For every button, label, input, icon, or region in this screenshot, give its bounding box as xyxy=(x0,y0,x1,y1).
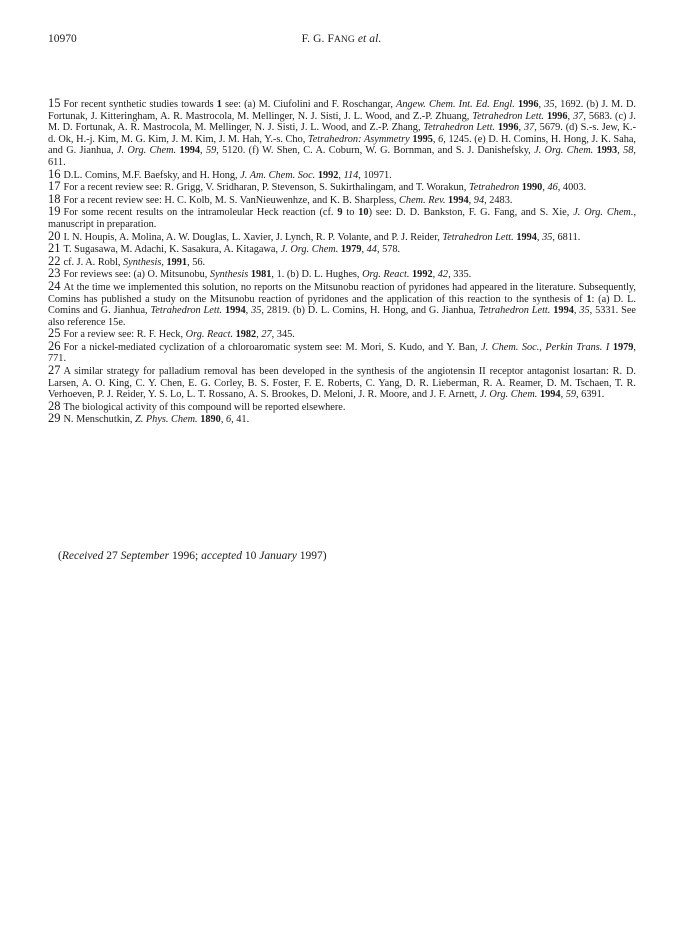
reference-journal: 94 xyxy=(473,194,485,206)
received-open: ( xyxy=(58,550,62,562)
reference-journal: J. Org. Chem. xyxy=(534,145,594,157)
reference-bold: 1991 xyxy=(166,256,188,268)
reference-journal: Tetrahedron Lett. xyxy=(150,305,223,317)
reference-text: , 771. xyxy=(48,341,636,365)
reference-text: For a recent review see: H. C. Kolb, M. S. VanNieuwenhze, and K. B. Sharpless, xyxy=(63,194,400,206)
reference-number: 27 xyxy=(48,363,61,378)
reference-item xyxy=(48,278,637,328)
accepted-year: 1997) xyxy=(296,550,327,562)
reference-number: 17 xyxy=(48,179,61,194)
reference-text: , 4003. xyxy=(557,182,587,194)
reference-journal: Synthesis xyxy=(209,269,249,281)
reference-journal: Tetrahedron Lett. xyxy=(478,305,551,317)
reference-bold: 1890 xyxy=(200,414,221,426)
reference-bold: 1994 xyxy=(516,231,537,243)
reference-text: , xyxy=(617,145,624,157)
reference-journal: Tetrahedron Lett. xyxy=(472,110,544,122)
received-line xyxy=(58,550,327,562)
reference-text: A similar strategy for palladium removal has been developed in the synthesis of the angiotensin II receptor antagonist losartan: R. D. Larsen, A. O. King, C. Y. Chen, E. G. Corley, B. S. Foster, F. E. Roberts, C. Yang, D. R. Lieberman, R. A. Reamer, D. M. Tschaen, T. R. Verhoeven, P. J. Reider, Y. S. Lo, L. T. Rossano, A. S. Brookes, D. Meloni, J. R. Moore, and J. F. Arnett, xyxy=(48,366,636,401)
reference-number: 18 xyxy=(48,191,61,206)
reference-journal: Chem. Rev. xyxy=(399,194,446,206)
reference-item xyxy=(48,268,636,281)
received-label: Received xyxy=(61,550,104,562)
reference-bold: 1982 xyxy=(235,329,257,341)
reference-text: T. Sugasawa, M. Adachi, K. Sasakura, A. Kitagawa, xyxy=(63,244,281,256)
reference-text: , 5683. (c) J. M. D. Fortunak, A. R. Mastrocola, M. Mellinger, N. J. Sisti, J. L. Wood, and Z.-P. Zhang, xyxy=(48,110,636,134)
author-smallcaps: ANG xyxy=(333,35,355,45)
reference-text: , 335. xyxy=(448,269,472,281)
reference-text: D.L. Comins, M.F. Baefsky, and H. Hong, xyxy=(63,169,241,181)
reference-item xyxy=(48,98,636,169)
reference-journal: 37 xyxy=(523,122,535,134)
reference-bold: 1996 xyxy=(517,99,539,110)
reference-journal: 6 xyxy=(438,133,444,145)
reference-text: , 5679. (d) S.-s. Jew, K.-d. Ok, H.-j. Kim, M. G. Kim, J. M. Kim, J. M. Hah, Y.-s. Cho, xyxy=(48,122,636,145)
reference-journal: 59 xyxy=(205,145,217,157)
received-month: September xyxy=(120,550,170,562)
reference-number: 20 xyxy=(48,228,61,243)
reference-text: , xyxy=(161,256,167,268)
reference-journal: Org. React. xyxy=(362,269,410,281)
reference-text: , 6811. xyxy=(552,231,581,243)
reference-journal: 42 xyxy=(437,269,449,281)
reference-text: , xyxy=(560,389,566,401)
reference-bold: 1994 xyxy=(179,145,201,157)
reference-text: , 611. xyxy=(48,145,636,168)
reference-bold: 9 xyxy=(337,207,343,219)
reference-bold: 1990 xyxy=(521,182,543,194)
reference-journal: 114 xyxy=(343,169,359,181)
reference-text: , xyxy=(432,269,438,281)
reference-text: , xyxy=(220,414,226,426)
reference-bold: 1 xyxy=(586,293,592,305)
reference-text: For a recent review see: R. Grigg, V. Sridharan, P. Stevenson, S. Sukirthalingam, and T. Worakun, xyxy=(63,182,469,194)
reference-item xyxy=(48,253,636,269)
reference-text: , xyxy=(245,305,252,317)
reference-text: , xyxy=(536,231,543,243)
reference-text: For recent synthetic studies towards xyxy=(63,99,217,110)
reference-item xyxy=(48,328,636,341)
reference-number: 23 xyxy=(48,266,61,281)
reference-journal: Tetrahedron Lett. xyxy=(442,231,514,243)
reference-item xyxy=(48,228,636,244)
reference-bold: 1994 xyxy=(539,389,561,401)
reference-bold: 1995 xyxy=(412,133,433,145)
reference-text: , 1692. (b) J. M. D. Fortunak, J. Kitteringham, A. R. Mastrocola, M. Mellinger, N. J. Sisti, J. L. Wood, and Z.-P. Zhuang, xyxy=(48,99,637,122)
reference-item xyxy=(48,243,636,256)
reference-item xyxy=(48,413,636,426)
reference-text: , xyxy=(542,182,548,194)
reference-bold: 1993 xyxy=(596,145,618,157)
reference-text: , xyxy=(468,194,474,206)
reference-journal: Tetrahedron: Asymmetry xyxy=(307,133,410,145)
reference-item xyxy=(48,338,636,365)
reference-number: 28 xyxy=(48,398,61,413)
reference-number: 15 xyxy=(48,96,61,110)
running-head xyxy=(0,33,683,45)
reference-text: , xyxy=(573,305,580,317)
reference-text: The biological activity of this compound will be reported elsewhere. xyxy=(63,401,346,413)
reference-number: 22 xyxy=(48,253,61,268)
reference-bold: 1979 xyxy=(612,341,634,353)
reference-text: At the time we implemented this solution, no reports on the Mitsunobu reaction of pyridones had appeared in the literature. Subsequently, Comins has published a study on the Mitsunobu reaction of pyridones and the application of this reaction to the synthesis of xyxy=(48,281,636,305)
reference-journal: 46 xyxy=(547,182,558,194)
reference-number: 21 xyxy=(48,241,61,256)
reference-text: , 345. xyxy=(271,329,295,341)
reference-text: , xyxy=(200,145,206,157)
reference-text: , manuscript in preparation. xyxy=(48,207,637,230)
reference-text: For a nickel-mediated cyclization of a chloroaromatic system see: M. Mori, S. Kudo, and Y. Ban, xyxy=(63,341,482,353)
reference-number: 16 xyxy=(48,166,61,181)
reference-item xyxy=(48,206,636,230)
reference-text: , 56. xyxy=(187,256,206,268)
reference-number: 26 xyxy=(48,338,61,353)
reference-journal: 35 xyxy=(544,99,555,110)
received-year: 1996; xyxy=(169,550,202,562)
reference-journal: J. Am. Chem. Soc. xyxy=(240,169,316,181)
reference-item xyxy=(48,181,636,194)
reference-journal: 35 xyxy=(542,231,553,243)
reference-text: , 578. xyxy=(376,244,401,256)
reference-journal: J. Org. Chem. xyxy=(116,145,177,157)
reference-text: For a review see: R. F. Heck, xyxy=(63,329,186,341)
reference-journal: Tetrahedron xyxy=(468,182,520,194)
reference-text: ) see: D. D. Bankston, F. G. Fang, and S. Xie, xyxy=(368,207,574,219)
reference-text: cf. J. A. Robl, xyxy=(63,256,123,268)
reference-text: : (a) D. L. Comins and G. Jianhua, xyxy=(48,293,636,317)
reference-text: , xyxy=(361,244,367,256)
reference-text: , xyxy=(518,122,524,134)
reference-bold: 1996 xyxy=(546,110,568,122)
reference-item xyxy=(48,398,636,414)
reference-bold: 10 xyxy=(358,207,369,219)
author-initials: F. G. F xyxy=(301,33,334,45)
reference-bold: 1 xyxy=(216,99,222,110)
reference-text: , xyxy=(432,133,439,145)
reference-text: , 2819. (b) D. L. Comins, H. Hong, and G. Jianhua, xyxy=(261,305,479,317)
reference-journal: 37 xyxy=(573,110,584,122)
reference-number: 29 xyxy=(48,411,61,426)
reference-journal: 6 xyxy=(225,414,232,426)
reference-bold: 1994 xyxy=(553,305,574,317)
reference-list xyxy=(48,98,636,426)
reference-text: , xyxy=(338,169,344,181)
reference-number: 25 xyxy=(48,326,61,341)
reference-text: For reviews see: (a) O. Mitsunobu, xyxy=(63,269,210,281)
reference-journal: 35 xyxy=(579,305,590,317)
reference-text: to xyxy=(342,207,359,219)
reference-bold: 1996 xyxy=(497,122,519,134)
reference-journal: 44 xyxy=(366,244,377,256)
reference-journal: 27 xyxy=(261,329,272,341)
reference-text: , xyxy=(538,99,545,110)
reference-journal: 35 xyxy=(251,305,262,317)
reference-journal: 58 xyxy=(623,145,634,157)
reference-journal: Tetrahedron Lett. xyxy=(423,122,496,134)
reference-bold: 1994 xyxy=(448,194,469,206)
accepted-month: January xyxy=(259,550,297,562)
reference-text: , 5331. See also reference 15e. xyxy=(48,305,637,328)
reference-item xyxy=(48,365,636,401)
reference-text: , xyxy=(256,329,262,341)
reference-text: N. Menschutkin, xyxy=(63,414,135,426)
received-day: 27 xyxy=(103,550,121,562)
reference-journal: Org. React. xyxy=(185,329,234,341)
reference-text: I. N. Houpis, A. Molina, A. W. Douglas, L. Xavier, J. Lynch, R. P. Volante, and P. J. Reider, xyxy=(63,231,443,243)
reference-text: , 1. (b) D. L. Hughes, xyxy=(271,269,363,281)
reference-journal: J. Chem. Soc., Perkin Trans. I xyxy=(481,341,610,353)
reference-bold: 1981 xyxy=(250,269,272,281)
reference-journal: J. Org. Chem. xyxy=(280,244,339,256)
reference-text: , xyxy=(567,110,574,122)
reference-text: For some recent results on the intramoleular Heck reaction (cf. xyxy=(63,207,338,219)
accepted-label: accepted xyxy=(201,550,242,562)
reference-journal: Angew. Chem. Int. Ed. Engl. xyxy=(396,99,515,110)
reference-text: see: (a) M. Ciufolini and F. Roschangar, xyxy=(221,99,397,110)
reference-text: , 41. xyxy=(231,414,250,426)
reference-text: , 2483. xyxy=(484,194,513,206)
reference-text: , 6391. xyxy=(576,389,605,401)
reference-bold: 1992 xyxy=(412,269,433,281)
reference-text: , 5120. (f) W. Shen, C. A. Coburn, W. G. Bornman, and S. J. Danishefsky, xyxy=(216,145,535,157)
reference-journal: Synthesis xyxy=(123,256,162,268)
reference-journal: Z. Phys. Chem. xyxy=(135,414,198,426)
reference-bold: 1992 xyxy=(317,169,339,181)
reference-bold: 1994 xyxy=(225,305,246,317)
reference-item xyxy=(48,191,636,207)
reference-journal: J. Org. Chem. xyxy=(573,207,634,219)
et-al: et al. xyxy=(354,33,382,45)
reference-journal: 59 xyxy=(565,389,577,401)
reference-number: 24 xyxy=(48,278,61,293)
reference-item xyxy=(48,166,636,182)
accepted-day: 10 xyxy=(241,550,260,562)
page-number: 10970 xyxy=(48,33,77,45)
reference-text: , 10971. xyxy=(358,169,392,181)
reference-bold: 1979 xyxy=(340,244,362,256)
reference-number: 19 xyxy=(48,204,61,219)
reference-text: , 1245. (e) D. H. Comins, H. Hong, J. K. Saha, and G. Jianhua, xyxy=(48,133,636,157)
reference-journal: J. Org. Chem. xyxy=(479,389,538,401)
